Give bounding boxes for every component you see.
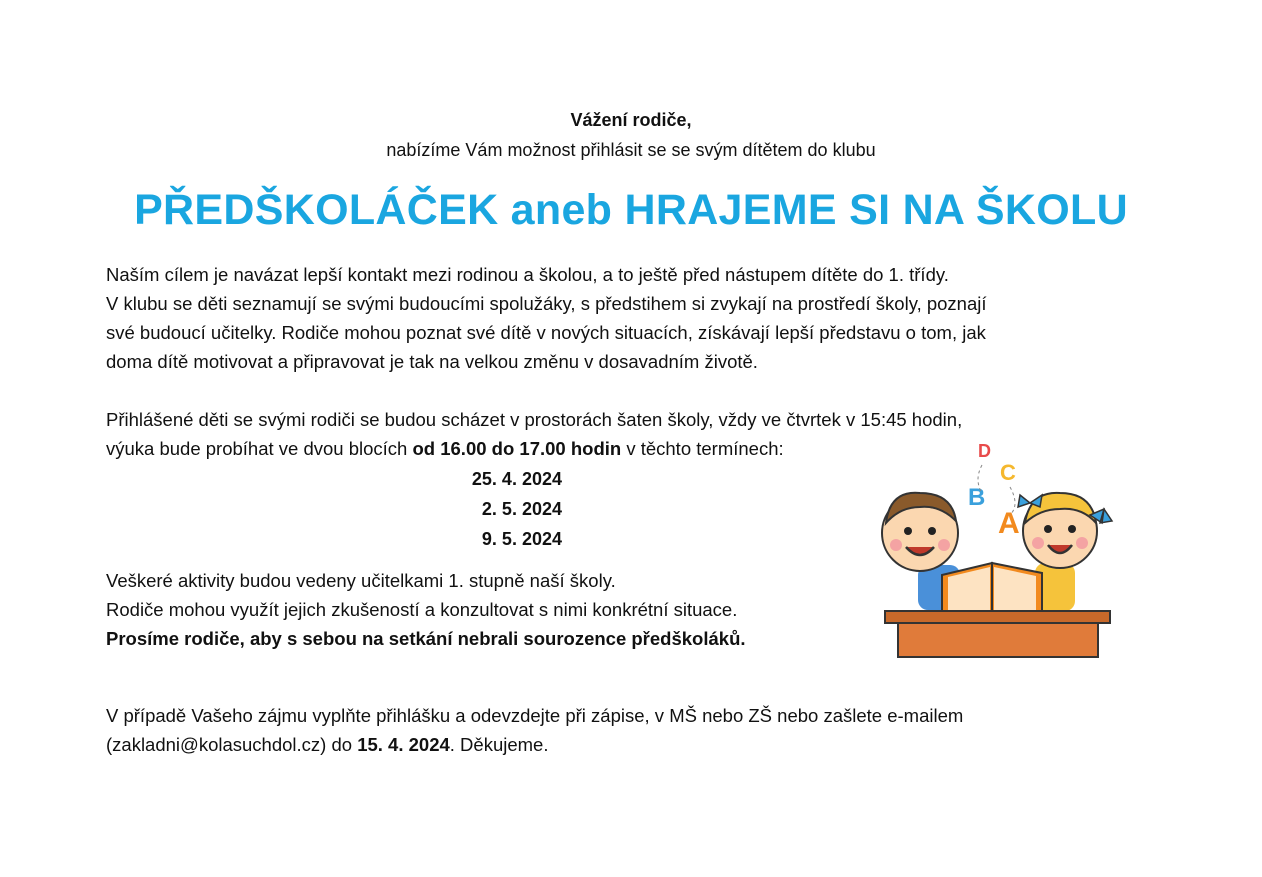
greeting: Vážení rodiče,	[570, 110, 692, 130]
text-segment: v těchto termínech:	[621, 438, 784, 459]
date-item: 9. 5. 2024	[481, 529, 562, 549]
intro-line: nabízíme Vám možnost přihlásit se se svým dítětem do klubu	[386, 140, 876, 160]
text-segment: . Děkujeme.	[449, 734, 549, 755]
letter-a-glyph: A	[998, 507, 1020, 540]
request-note: Prosíme rodiče, aby s sebou na setkání nebrali sourozence předškoláků.	[106, 628, 746, 649]
text-segment: výuka bude probíhat ve dvou blocích	[106, 438, 413, 459]
text-line: V klubu se děti seznamují se svými budoucími spolužáky, s předstihem si zvykají na prostředí školy, poznají	[106, 293, 987, 314]
club-title: PŘEDŠKOLÁČEK aneb HRAJEME SI NA ŠKOLU	[134, 186, 1128, 234]
date-item: 25. 4. 2024	[471, 469, 562, 489]
text-line: Veškeré aktivity budou vedeny učitelkami 1. stupně naší školy.	[106, 570, 616, 591]
letter-b-glyph: B	[968, 484, 986, 511]
paragraph-registration	[106, 701, 1166, 759]
text-line	[106, 624, 866, 653]
time-range: od 16.00 do 17.00 hodin	[412, 438, 622, 459]
letter-d-glyph: D	[978, 441, 991, 461]
text-segment: (zakladni@kolasuchdol.cz) do	[106, 734, 358, 755]
text-line	[106, 730, 1166, 759]
paragraph-activities	[106, 566, 866, 653]
deadline-date: 15. 4. 2024	[357, 734, 450, 755]
dates-list	[420, 464, 562, 554]
text-line: V případě Vašeho zájmu vyplňte přihlášku a odevzdejte při zápise, v MŠ nebo ZŠ nebo zašlete e-mailem	[106, 705, 964, 726]
text-line: Rodiče mohou využít jejich zkušeností a konzultovat s nimi konkrétní situace.	[106, 599, 738, 620]
paragraph-goals	[106, 260, 1166, 376]
desk-icon	[885, 611, 1110, 657]
text-line: Přihlášené děti se svými rodiči se budou scházet v prostorách šaten školy, vždy ve čtvrtek v 15:45 hodin,	[106, 409, 963, 430]
text-line: své budoucí učitelky. Rodiče mohou poznat své dítě v nových situacích, získávají lepší představu o tom, jak	[106, 322, 986, 343]
date-item: 2. 5. 2024	[481, 499, 562, 519]
text-line: Naším cílem je navázat lepší kontakt mezi rodinou a školou, a to ještě před nástupem dítěte do 1. třídy.	[106, 264, 949, 285]
text-line: doma dítě motivovat a připravovat je tak na velkou změnu v dosavadním životě.	[106, 351, 758, 372]
children-reading-book-icon	[870, 435, 1150, 660]
letter-c-glyph: C	[1000, 460, 1016, 485]
